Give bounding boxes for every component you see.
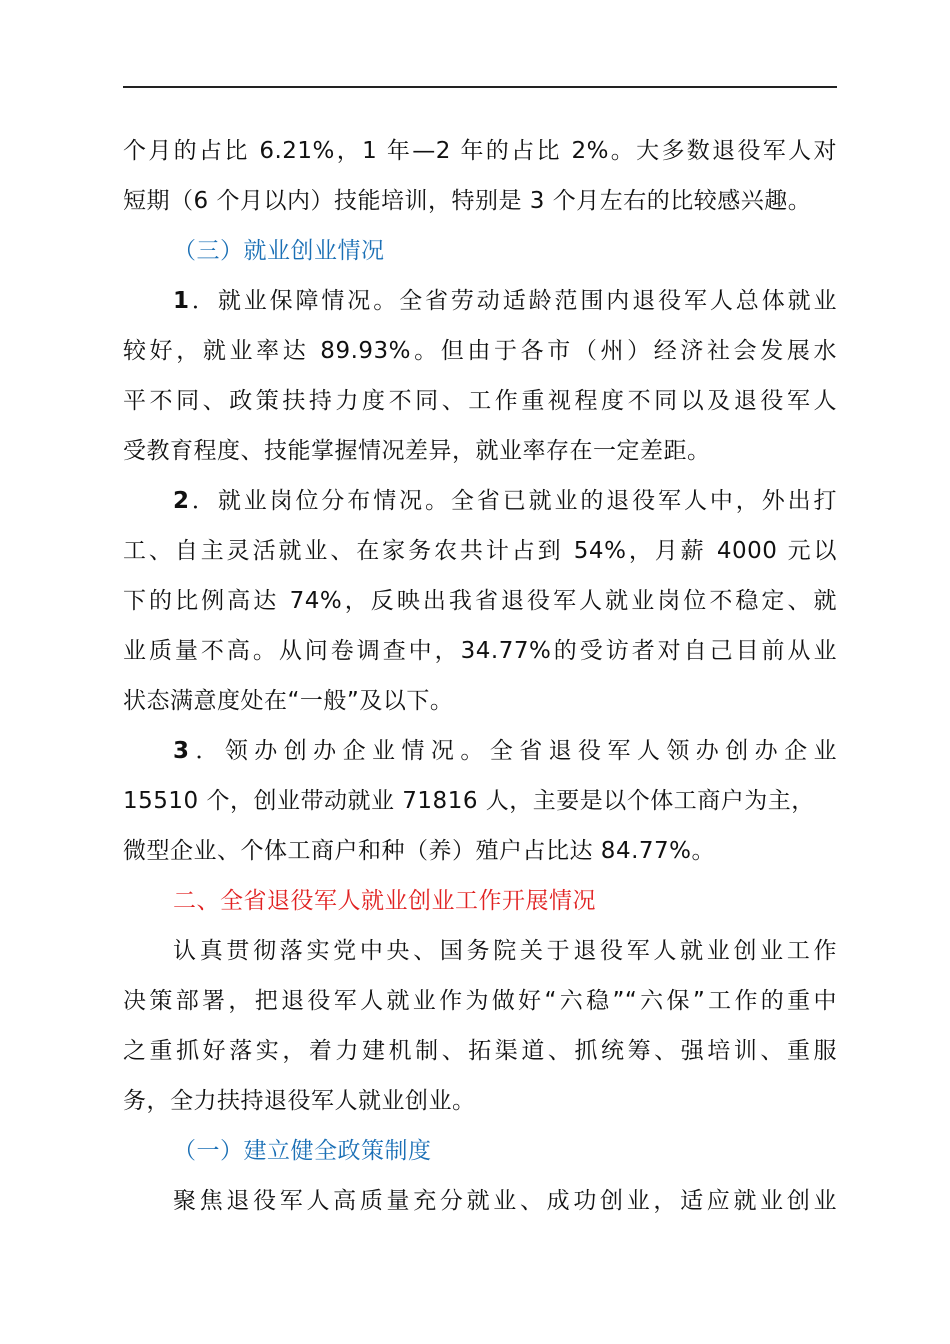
item-text: ．领办创办企业情况。全省退役军人领办创办企业 — [189, 738, 837, 764]
paragraph-line: 受教育程度、技能掌握情况差异，就业率存在一定差距。 — [123, 438, 711, 464]
paragraph-line: 状态满意度处在“一般”及以下。 — [123, 688, 454, 714]
paragraph-line: 平不同、政策扶持力度不同、工作重视程度不同以及退役军人 — [123, 388, 837, 414]
paragraph-line: 决策部署，把退役军人就业作为做好“六稳”“六保”工作的重中 — [123, 988, 837, 1014]
paragraph-line: 短期（6 个月以内）技能培训，特别是 3 个月左右的比较感兴趣。 — [123, 188, 812, 214]
subsection-heading-policy: （一）建立健全政策制度 — [173, 1138, 432, 1164]
paragraph-line: 认真贯彻落实党中央、国务院关于退役军人就业创业工作 — [173, 938, 837, 964]
paragraph-line: 微型企业、个体工商户和种（养）殖户占比达 84.77%。 — [123, 838, 716, 864]
item-text: ．就业岗位分布情况。全省已就业的退役军人中，外出打 — [189, 488, 837, 514]
section-heading-employment: （三）就业创业情况 — [173, 238, 385, 264]
paragraph-line: 之重抓好落实，着力建机制、拓渠道、抓统筹、强培训、重服 — [123, 1038, 837, 1064]
paragraph-line: 业质量不高。从问卷调查中，34.77%的受访者对自己目前从业 — [123, 638, 837, 664]
item1-line — [123, 276, 837, 326]
item3-line — [123, 726, 837, 776]
paragraph-line: 聚焦退役军人高质量充分就业、成功创业，适应就业创业 — [173, 1188, 837, 1214]
item-number: 3 — [173, 738, 190, 764]
part-heading: 二、全省退役军人就业创业工作开展情况 — [173, 888, 596, 914]
paragraph-line: 务，全力扶持退役军人就业创业。 — [123, 1088, 476, 1114]
item-text: ．就业保障情况。全省劳动适龄范围内退役军人总体就业 — [189, 288, 837, 314]
document-body — [123, 126, 863, 1226]
paragraph-line: 较好，就业率达 89.93%。但由于各市（州）经济社会发展水 — [123, 338, 837, 364]
header-rule — [123, 86, 837, 88]
item-number: 1 — [173, 288, 190, 314]
paragraph-line: 15510 个，创业带动就业 71816 人，主要是以个体工商户为主， — [123, 788, 815, 814]
paragraph-line: 个月的占比 6.21%，1 年—2 年的占比 2%。大多数退役军人对 — [123, 138, 837, 164]
paragraph-line: 下的比例高达 74%，反映出我省退役军人就业岗位不稳定、就 — [123, 588, 837, 614]
item2-line — [123, 476, 837, 526]
paragraph-line: 工、自主灵活就业、在家务农共计占到 54%，月薪 4000 元以 — [123, 538, 837, 564]
item-number: 2 — [173, 488, 190, 514]
